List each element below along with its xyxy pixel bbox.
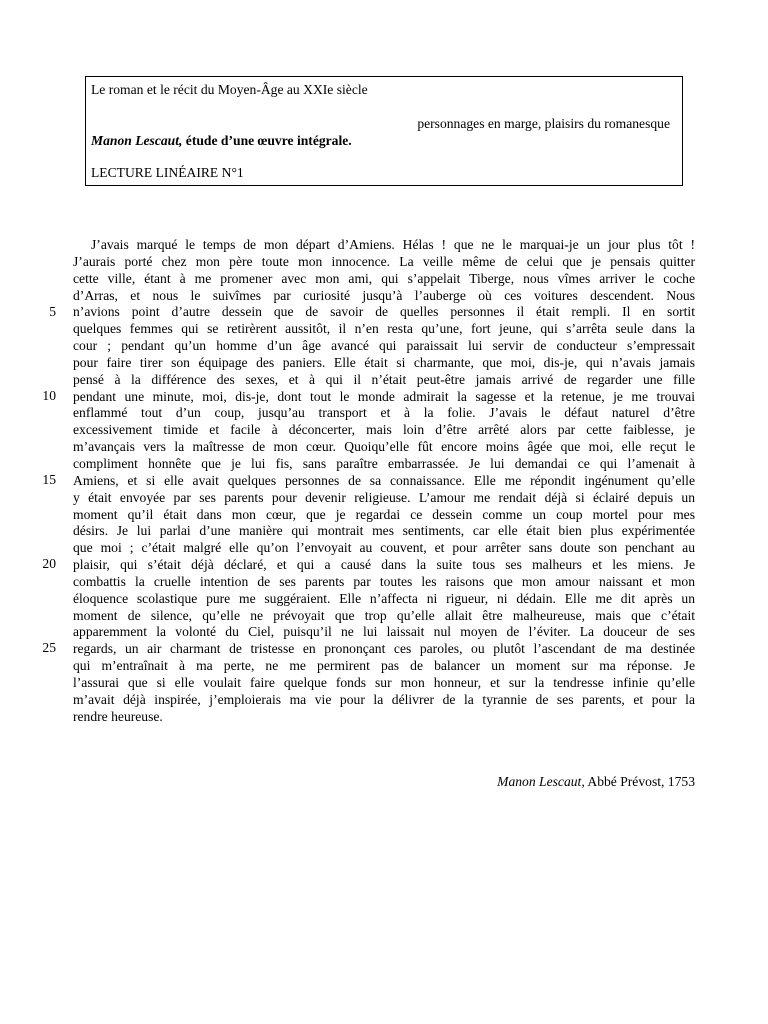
work-subtitle: étude d’une œuvre intégrale.: [182, 133, 352, 148]
text-line: enflammé tout d’un coup, jusqu’au transport et à la folie. J’avais le défaut naturel d’être: [73, 405, 695, 421]
line-number-25: 25: [42, 640, 56, 655]
line-number-15: 15: [42, 472, 56, 487]
text-line: apparemment la volonté du Ciel, puisqu’il ne lui laissait nul moyen de l’éviter. La douceur de ses: [73, 624, 695, 640]
text-line: cette ville, étant à me promener avec mon ami, qui s’appelait Tiberge, nous vîmes arriver le coche: [73, 270, 695, 286]
text-line: quelques femmes qui se retirèrent aussitôt, il n’en resta qu’une, fort jeune, qui s’arrêta seule dans la: [73, 321, 695, 337]
text-line: J’aurais porté chez mon père toute mon innocence. La veille même de celui que je pensais quitter: [73, 253, 695, 269]
lecture-label: LECTURE LINÉAIRE N°1: [91, 165, 244, 180]
text-line: regards, un air charmant de tristesse en prononçant ces paroles, ou plutôt l’ascendant de ma destinée: [73, 641, 695, 657]
text-line: moment qu’il était dans mon cœur, que je regardai ce dessein comme un coup mortel pour mes: [73, 506, 695, 522]
text-line: rendre heureuse.: [73, 708, 163, 724]
text-line: éloquence scolastique pure me suggéraient. Elle n’affecta ni rigueur, ni dédain. Elle me dit après un: [73, 590, 695, 606]
excerpt-text: [73, 237, 695, 725]
text-line: plaisir, qui s’était déjà déclaré, et qui a causé dans la suite tous ses malheurs et les miens. Je: [73, 557, 695, 573]
source-citation: [497, 774, 695, 790]
work-heading: [91, 133, 352, 149]
text-line: m’avançais vers la maîtresse de mon cœur. Quoiqu’elle fût encore moins âgée que moi, elle reçut le: [73, 439, 695, 455]
header-box: [85, 76, 683, 186]
text-line: pensé à la différence des sexes, et à qui il n’était peut-être jamais arrivé de regarder une fille: [73, 371, 695, 387]
line-number-20: 20: [42, 556, 56, 571]
work-title: Manon Lescaut,: [91, 133, 183, 148]
text-line: Amiens, et si elle avait quelques personnes de sa connaissance. Elle me répondit ingénument qu’elle: [73, 472, 695, 488]
line-number-10: 10: [42, 388, 56, 403]
text-line: compliment honnête que je lui fis, sans paraître embarrassée. Je lui demandai ce qui l’amenait à: [73, 455, 695, 471]
text-line: pour faire tirer son équipage des paniers. Elle était si charmante, que moi, dis-je, qui n’avais jamais: [73, 354, 695, 370]
text-line: J’avais marqué le temps de mon départ d’Amiens. Hélas ! que ne le marquai-je un jour plus tôt !: [91, 237, 695, 252]
text-line: que moi ; c’était malgré elle qu’on l’envoyait au couvent, et pour arrêter sans doute son penchant au: [73, 540, 695, 556]
line-number-5: 5: [49, 304, 56, 319]
source-title: Manon Lescaut,: [497, 774, 585, 789]
text-line: moment de silence, qu’elle ne prévoyait que trop qu’elle allait être malheureuse, mais que c’était: [73, 607, 695, 623]
text-line: combattis la cruelle intention de ses parents par toutes les raisons que mon amour naissant et mon: [73, 573, 695, 589]
text-line: qui m’entraînait à ma perte, ne me permirent pas de balancer un moment sur ma réponse. Je: [73, 658, 695, 674]
course-title: Le roman et le récit du Moyen-Âge au XXIe siècle: [91, 82, 368, 97]
text-line: cour ; pendant qu’un homme d’un âge avancé qui paraissait lui servir de conducteur s’empressait: [73, 338, 695, 354]
text-line: l’assurai que si elle voulait faire quelque fonds sur mon honneur, et sur la tendresse infinie qu’elle: [73, 674, 695, 690]
text-line: m’avait déjà inspirée, j’emploierais ma vie pour la délivrer de la tyrannie de ses parents, et pour la: [73, 691, 695, 707]
text-line: pendant une minute, moi, dis-je, dont tout le monde admirait la sagesse et la retenue, je me trouvai: [73, 388, 695, 404]
text-line: désirs. Je lui parlai d’une manière qui montrait mes sentiments, car elle était bien plus expérimentée: [73, 523, 695, 539]
text-line: excessivement timide et facile à déconcerter, mais loin d’être arrêté alors par cette faiblesse, je: [73, 422, 695, 438]
text-line: n’avions point d’autre dessein que de savoir de quelles personnes il était rempli. Il en sortit: [73, 304, 695, 320]
text-line: y était envoyée par ses parents pour devenir religieuse. L’amour me rendait déjà si éclairé depuis un: [73, 489, 695, 505]
source-author-date: Abbé Prévost, 1753: [584, 774, 695, 789]
text-line: d’Arras, et nous le suivîmes par curiosité jusqu’à l’auberge où ces voitures descendent. Nous: [73, 287, 695, 303]
course-theme: personnages en marge, plaisirs du romanesque: [417, 116, 670, 131]
